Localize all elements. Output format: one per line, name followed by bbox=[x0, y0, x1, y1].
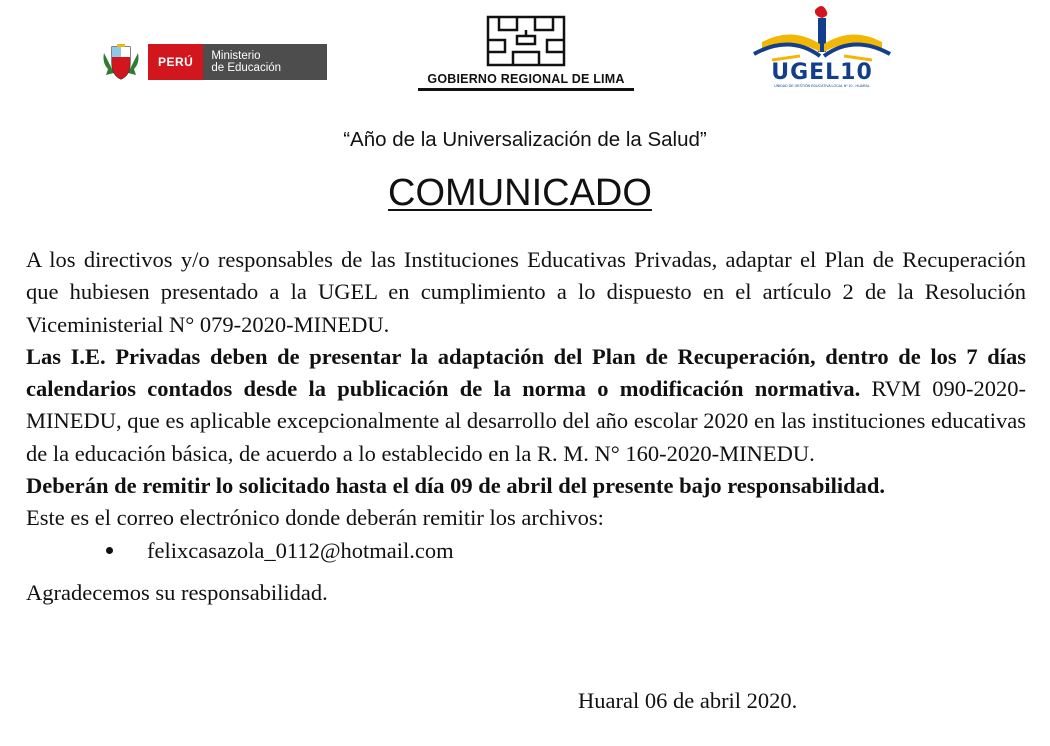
paragraph-4: Este es el correo electrónico donde deberán remitir los archivos: bbox=[26, 505, 604, 531]
paragraph-3: Deberán de remitir lo solicitado hasta el día 09 de abril del presente bajo responsabilidad. bbox=[26, 473, 885, 499]
peru-label: PERÚ bbox=[148, 44, 203, 80]
email-address[interactable]: felixcasazola_0112@hotmail.com bbox=[147, 537, 454, 563]
ugel-book-torch-icon bbox=[742, 4, 902, 64]
ugel-subtitle: UNIDAD DE GESTIÓN EDUCATIVA LOCAL Nº 10 - HUARAL bbox=[774, 84, 870, 88]
paragraph-2 bbox=[26, 341, 1026, 470]
gobierno-regional-logo bbox=[418, 14, 634, 91]
minedu-logo bbox=[100, 42, 327, 82]
gobierno-regional-emblem-icon bbox=[485, 14, 567, 68]
paragraph-1: A los directivos y/o responsables de las Instituciones Educativas Privadas, adaptar el Plan de Recuperación que hubiesen presentado a la UGEL en cumplimiento a lo dispuesto en el artículo 2 de la Resolución Viceministerial N° 079-2020-MINEDU. bbox=[26, 247, 1026, 337]
ministerio-line2: de Educación bbox=[211, 62, 282, 74]
bullet-icon bbox=[106, 547, 113, 554]
page-title bbox=[0, 172, 1040, 215]
email-list-item bbox=[26, 535, 1026, 567]
ministerio-line1: Ministerio bbox=[211, 50, 261, 62]
paragraph-2-normal: RVM 090-2020-MINEDU, que es aplicable excepcionalmente al desarrollo del año escolar 2020 en las instituciones educativas de la educación básica, de acuerdo a lo establecido en la R. M. N° 160-2020-MINEDU. bbox=[26, 376, 1026, 466]
year-title: “Año de la Universalización de la Salud” bbox=[343, 128, 707, 151]
ministerio-label bbox=[203, 44, 327, 80]
paragraph-2-bold: Las I.E. Privadas deben de presentar la adaptación del Plan de Recuperación, dentro de los 7 días calendarios contados desde la publicación de la norma o modificación normativa. bbox=[26, 343, 1026, 402]
communique-body bbox=[26, 244, 1026, 609]
ugel-name: UGEL10 bbox=[771, 60, 873, 85]
gobierno-regional-name: GOBIERNO REGIONAL DE LIMA bbox=[427, 72, 625, 86]
page-title-text: COMUNICADO bbox=[388, 172, 652, 214]
gobierno-underline bbox=[418, 88, 634, 91]
paragraph-5: Agradecemos su responsabilidad. bbox=[26, 579, 328, 605]
ugel-logo bbox=[742, 4, 902, 90]
signoff-date: Huaral 06 de abril 2020. bbox=[578, 688, 798, 713]
peru-coat-of-arms-icon bbox=[100, 43, 142, 81]
